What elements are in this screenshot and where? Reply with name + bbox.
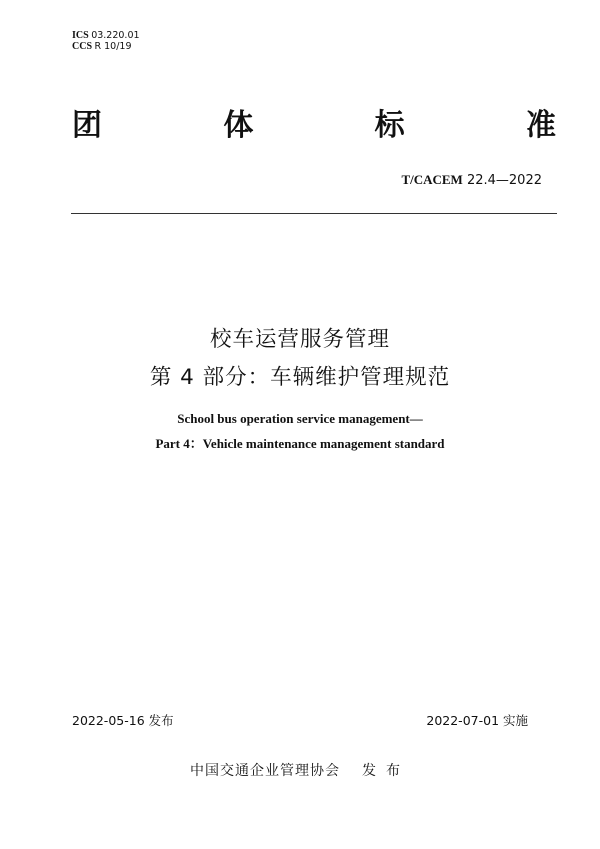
header-divider [71, 213, 557, 214]
ics-code-line [72, 30, 140, 41]
standard-type-heading [72, 106, 556, 146]
ccs-value: R 10/19 [94, 41, 132, 52]
heading-char: 准 [525, 108, 556, 143]
ccs-label: CCS [72, 41, 93, 52]
classification-codes [72, 30, 140, 52]
standard-number-value: 22.4—2022 [466, 173, 542, 188]
heading-char: 团 [72, 108, 102, 143]
heading-char: 标 [374, 108, 405, 143]
standard-number [401, 172, 542, 189]
publish-action: 发布 [362, 763, 410, 779]
chinese-title-line-1: 校车运营服务管理 [209, 327, 390, 352]
ics-label: ICS [72, 30, 89, 41]
implementation-date: 2022-07-01 实施 [426, 713, 528, 728]
english-title-line-1: School bus operation service management— [177, 411, 423, 426]
publisher-line [0, 762, 600, 780]
ccs-code-line [72, 41, 140, 52]
publisher-name: 中国交通企业管理协会 [190, 763, 340, 779]
heading-char: 体 [223, 108, 254, 143]
release-date: 2022-05-16 发布 [72, 713, 174, 728]
standard-number-prefix: T/CACEM [401, 172, 463, 187]
english-title-line-2: Part 4：Vehicle maintenance management standard [155, 436, 445, 451]
chinese-title-line-2: 第 4 部分：车辆维护管理规范 [149, 365, 451, 390]
ics-value: 03.220.01 [91, 30, 140, 41]
